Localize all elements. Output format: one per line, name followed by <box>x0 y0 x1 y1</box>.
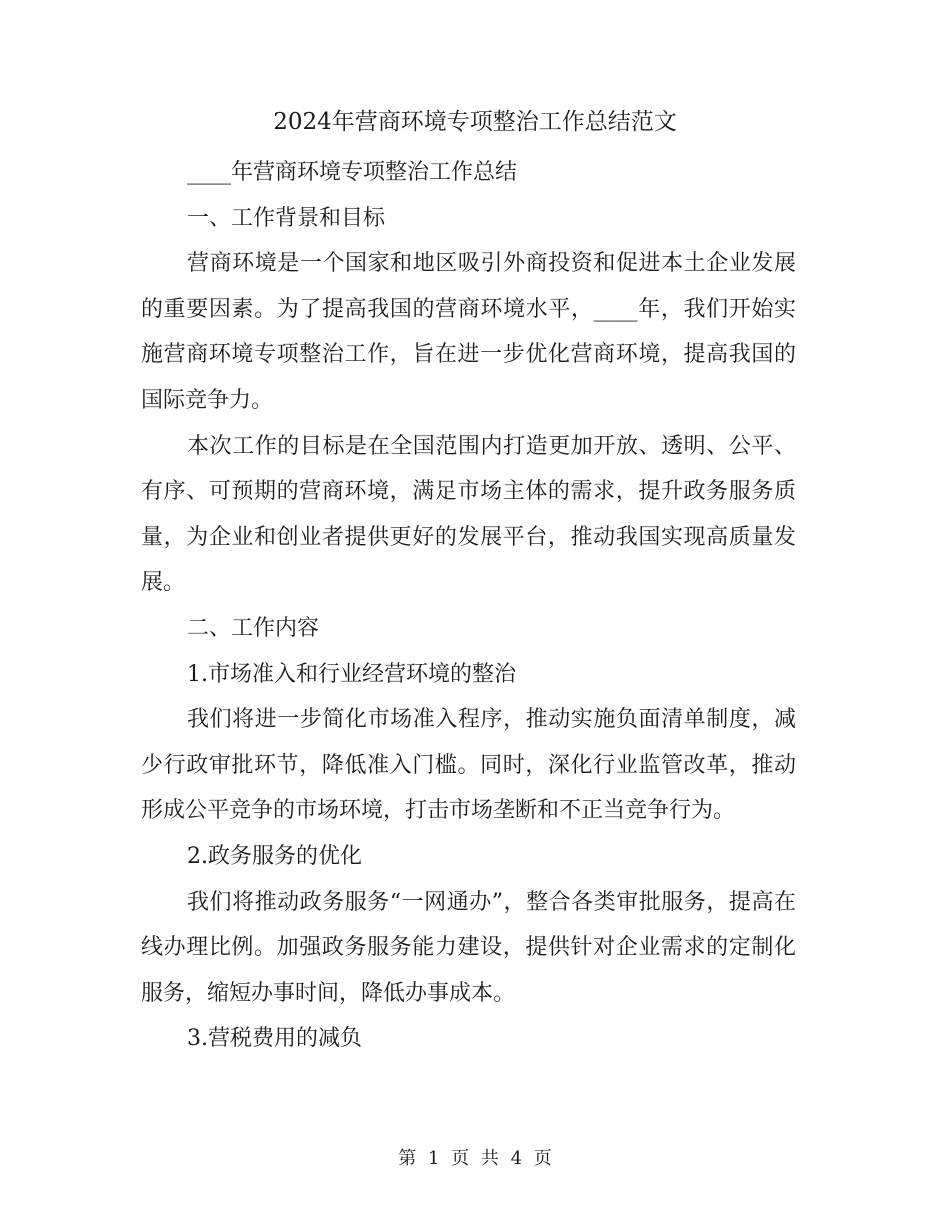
subheading-tax-reduction: 3.营税费用的减负 <box>187 1026 362 1052</box>
paragraph-goals: 本次工作的目标是在全国范围内打造更加开放、透明、公平、有序、可预期的营商环境，满足市场主体的需求，提升政务服务质量，为企业和创业者提供更好的发展平台，推动我国实现高质量发展。 <box>141 433 796 596</box>
section-heading-background: 一、工作背景和目标 <box>187 205 386 231</box>
subheading-market-access: 1.市场准入和行业经营环境的整治 <box>187 661 516 687</box>
subtitle: ____年营商环境专项整治工作总结 <box>187 160 518 185</box>
document-body <box>141 150 796 1062</box>
section-heading-content: 二、工作内容 <box>187 615 320 641</box>
document-title: 2024年营商环境专项整治工作总结范文 <box>273 109 677 135</box>
page-footer: 第 1 页 共 4 页 <box>398 1148 552 1169</box>
paragraph-government-services: 我们将推动政务服务“一网通办”，整合各类审批服务，提高在线办理比例。加强政务服务能力建设，提供针对企业需求的定制化服务，缩短办事时间，降低办事成本。 <box>141 889 796 1006</box>
paragraph-market-access: 我们将进一步简化市场准入程序，推动实施负面清单制度，减少行政审批环节，降低准入门槛。同时，深化行业监管改革，推动形成公平竞争的市场环境，打击市场垄断和不正当竞争行为。 <box>141 707 796 824</box>
subheading-government-services: 2.政务服务的优化 <box>187 843 362 869</box>
paragraph-background: 营商环境是一个国家和地区吸引外商投资和促进本土企业发展的重要因素。为了提高我国的营商环境水平，____年，我们开始实施营商环境专项整治工作，旨在进一步优化营商环境，提高我国的国际竞争力。 <box>141 251 796 413</box>
